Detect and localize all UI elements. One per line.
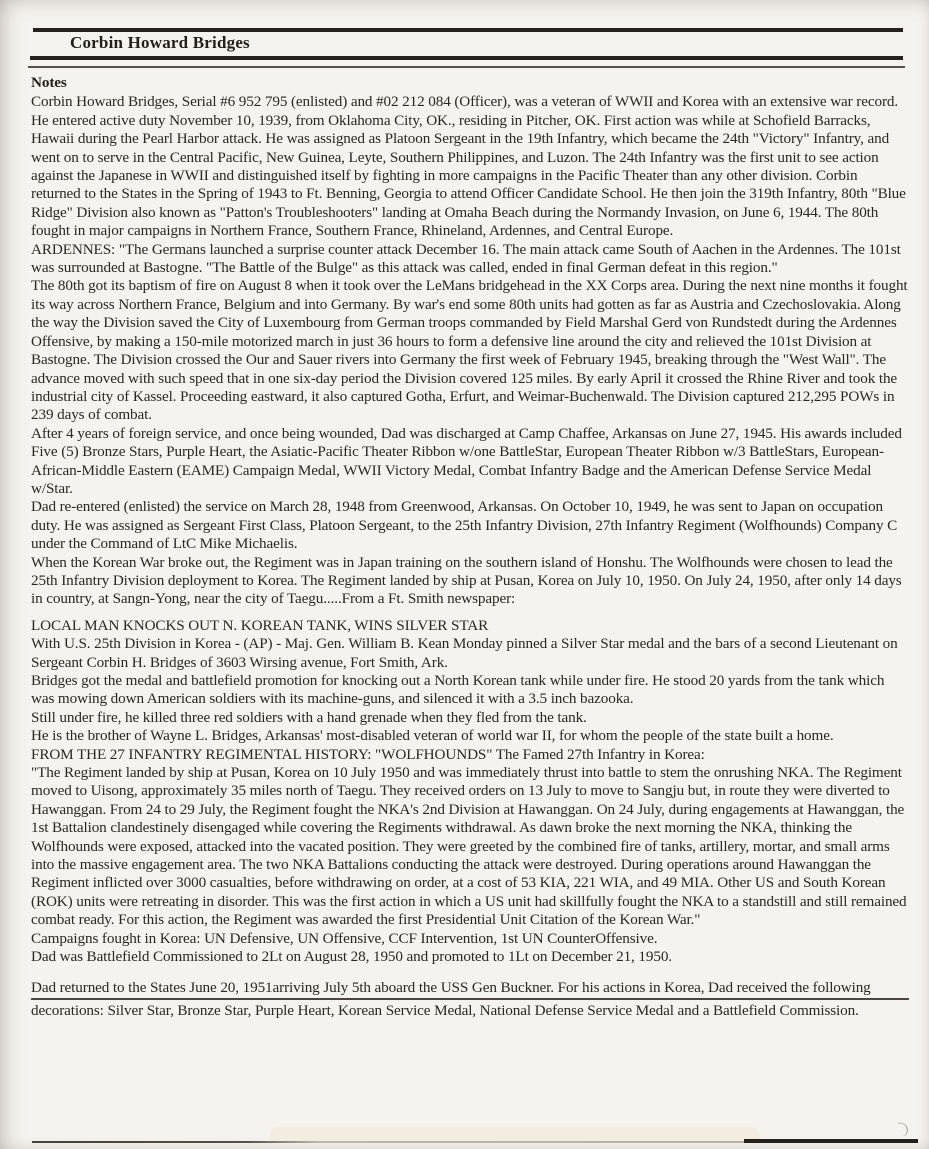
header-bottom-rule-thin bbox=[28, 66, 905, 68]
newspaper-line: He is the brother of Wayne L. Bridges, Arkansas' most-disabled veteran of world war II, for whom the people of the state built a home. bbox=[31, 727, 834, 745]
header-bottom-rule-thick bbox=[30, 56, 903, 60]
biography-paragraph: Corbin Howard Bridges, Serial #6 952 795 (enlisted) and #02 212 084 (Officer), was a veteran of WWII and Korea with an extensive war record. He entered active duty November 10, 1939, from Oklahoma City, OK., residing in Pitcher, OK. First action was while at Schofield Barracks, Hawaii during the Pearl Harbor attack. He was assigned as Platoon Sergeant in the 19th Infantry, which became the 24th "Victory" Infantry, and went on to serve in the Central Pacific, New Guinea, Leyte, Southern Philippines, and Luzon. The 24th Infantry was the first unit to see action against the Japanese in WWII and distinguished itself by fighting in more campaigns in the Pacific Theater than any other division. Corbin returned to the States in the Spring of 1943 to Ft. Benning, Georgia to attend Officer Candidate School. He then join the 319th Infantry, 80th "Blue Ridge" Division also known as "Patton's Troubleshooters" landing at Omaha Beach during the Normandy Invasion, on June 6, 1944. The 80th fought in major campaigns in Northern France, Southern France, Rhineland, Ardennes, and Central Europe. bbox=[31, 93, 906, 240]
ardennes-paragraph: ARDENNES: "The Germans launched a surprise counter attack December 16. The main attack came South of Aachen in the Ardennes. The 101st was surrounded at Bastogne. "The Battle of the Bulge" as this attack was called, ended in final German defeat in this region." bbox=[31, 240, 901, 277]
korean-war-paragraph: When the Korean War broke out, the Regiment was in Japan training on the southern island of Honshu. The Wolfhounds were chosen to lead the 25th Infantry Division deployment to Korea. The Regiment landed by ship at Pusan, Korea on July 10, 1950. On July 24, 1950, after only 14 days in country, at Sangn-Yong, near the city of Taegu.....From a Ft. Smith newspaper: bbox=[31, 553, 902, 608]
regimental-history-heading: FROM THE 27 INFANTRY REGIMENTAL HISTORY: "WOLFHOUNDS" The Famed 27th Infantry in Korea: bbox=[31, 745, 705, 763]
newspaper-article bbox=[31, 617, 909, 746]
return-home-line-1: Dad returned to the States June 20, 1951arriving July 5th aboard the USS Gen Buckner. For his actions in Korea, Dad received the following bbox=[31, 979, 909, 1000]
baptism-of-fire-paragraph: The 80th got its baptism of fire on August 8 when it took over the LeMans bridgehead in the XX Corps area. During the next nine months it fought its way across Northern France, Belgium and into Germany. By war's end some 80th units had gotten as far as Austria and Czechoslovakia. Along the way the Division saved the City of Luxembourg from German troops commanded by Field Marshal Gerd von Rundstedt during the Ardennes Offensive, by making a 150-mile motorized march in just 36 hours to form a defensive line around the city and relieved the 101st Division at Bastogne. The Division crossed the Our and Sauer rivers into Germany the first week of February 1945, breaking through the "West Wall". The advance moved with such speed that in one six-day period the Division covered 125 miles. By early April it crossed the Rhine River and took the industrial city of Kassel. Proceeding eastward, it also captured Gotha, Erfurt, and Weimar-Buchenwald. The Division captured 212,295 POWs in 239 days of combat. bbox=[31, 277, 908, 424]
newspaper-headline: LOCAL MAN KNOCKS OUT N. KOREAN TANK, WINS SILVER STAR bbox=[31, 616, 489, 634]
return-home-paragraph bbox=[31, 979, 909, 1021]
bottom-scan-line-right bbox=[744, 1139, 918, 1143]
newspaper-line: Bridges got the medal and battlefield promotion for knocking out a North Korean tank while under fire. He stood 20 yards from the tank which was mowing down American soldiers with its machine-guns, and silenced it with a 3.5 inch bazooka. bbox=[31, 672, 885, 708]
document-body bbox=[31, 74, 909, 1020]
pen-mark-artifact bbox=[896, 1122, 909, 1136]
return-home-line-2: decorations: Silver Star, Bronze Star, Purple Heart, Korean Service Medal, National Defense Service Medal and a Battlefield Commission. bbox=[31, 1001, 859, 1019]
discharge-awards-paragraph: After 4 years of foreign service, and once being wounded, Dad was discharged at Camp Chaffee, Arkansas on June 27, 1945. His awards included Five (5) Bronze Stars, Purple Heart, the Asiatic-Pacific Theater Ribbon w/one BattleStar, European Theater Ribbon w/3 BattleStars, European-African-Middle Eastern (EAME) Campaign Medal, WWII Victory Medal, Combat Infantry Badge and the American Defense Service Medal w/Star. bbox=[31, 424, 902, 497]
bottom-scan-line-left bbox=[32, 1141, 744, 1143]
header-top-rule bbox=[33, 28, 903, 32]
newspaper-line: With U.S. 25th Division in Korea - (AP) - Maj. Gen. William B. Kean Monday pinned a Silver Star medal and the bars of a second Lieutenant on Sergeant Corbin H. Bridges of 3603 Wirsing avenue, Fort Smith, Ark. bbox=[31, 635, 898, 671]
notes-heading: Notes bbox=[31, 74, 67, 91]
regimental-history-paragraph: "The Regiment landed by ship at Pusan, Korea on 10 July 1950 and was immediately thrust into battle to stem the onrushing NKA. The Regiment moved to Uisong, approximately 35 miles north of Taegu. They received orders on 13 July to move to Sangju but, in route they were diverted to Hawanggan. From 24 to 29 July, the Regiment fought the NKA's 2nd Division at Hawanggan. On 24 July, during engagements at Hawanggan, the 1st Battalion clandestinely disengaged while covering the Regiments withdrawal. As dawn broke the next morning the NKA, thinking the Wolfhounds were exposed, attacked into the vacated position. They were greeted by the combined fire of tanks, artillery, mortar, and small arms into the massive engagement area. The two NKA Battalions conducting the attack were destroyed. During operations around Hawanggan the Regiment inflicted over 3000 casualties, before withdrawing on order, at a cost of 53 KIA, 221 WIA, and 49 MIA. Other US and South Korean (ROK) units were retreating in disorder. This was the first action in which a US unit had skillfully fought the NKA to a standstill and still remained combat ready. For this action, the Regiment was awarded the first Presidential Unit Citation of the Korean War." bbox=[31, 764, 907, 929]
campaigns-paragraph: Campaigns fought in Korea: UN Defensive, UN Offensive, CCF Intervention, 1st UN CounterOffensive. bbox=[31, 929, 658, 947]
newspaper-line: Still under fire, he killed three red soldiers with a hand grenade when they fled from the tank. bbox=[31, 708, 587, 726]
reenlistment-paragraph: Dad re-entered (enlisted) the service on March 28, 1948 from Greenwood, Arkansas. On October 10, 1949, he was sent to Japan on occupation duty. He was assigned as Sergeant First Class, Platoon Sergeant, to the 25th Infantry Division, 27th Infantry Regiment (Wolfhounds) Company C under the Command of LtC Mike Michaelis. bbox=[31, 498, 898, 553]
commission-paragraph: Dad was Battlefield Commissioned to 2Lt on August 28, 1950 and promoted to 1Lt on December 21, 1950. bbox=[31, 948, 672, 966]
page-title: Corbin Howard Bridges bbox=[70, 33, 250, 52]
